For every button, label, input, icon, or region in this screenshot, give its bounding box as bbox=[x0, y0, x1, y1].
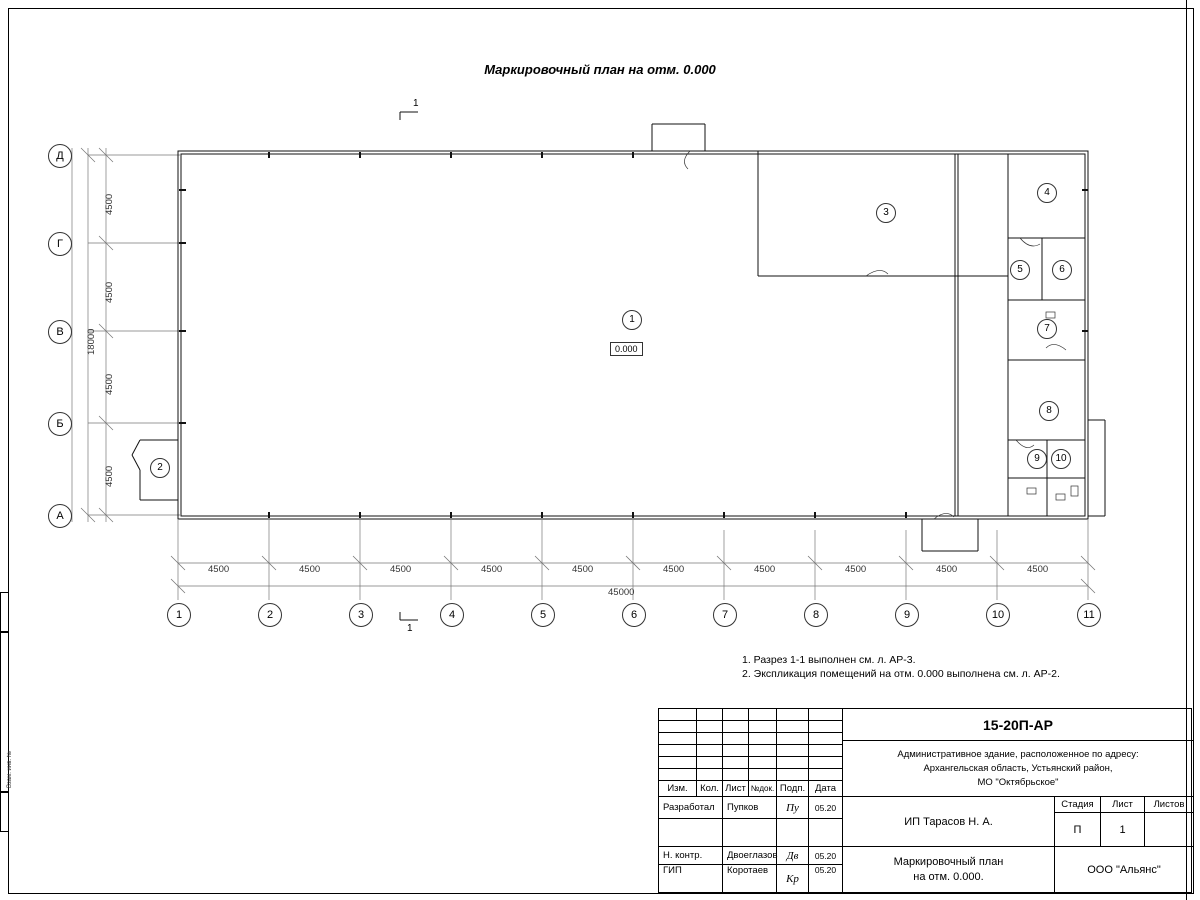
note-line-1: 1. Разрез 1-1 выполнен см. л. АР-3. bbox=[742, 654, 916, 666]
role-label-1: Н. контр. bbox=[659, 847, 723, 865]
column-header-ndok: №док. bbox=[749, 781, 777, 797]
axis-bubble-8: 8 bbox=[804, 603, 828, 627]
room-bubble-7: 7 bbox=[1037, 319, 1057, 339]
section-mark-top: 1 bbox=[413, 98, 419, 109]
section-mark-bottom: 1 bbox=[407, 623, 413, 634]
revision-cell-2-0 bbox=[659, 733, 697, 745]
column-header-podp: Подп. bbox=[777, 781, 809, 797]
role-date-1: 05.20 bbox=[809, 847, 843, 865]
document-code: 15-20П-АР bbox=[843, 709, 1193, 741]
column-header-data: Дата bbox=[809, 781, 843, 797]
horizontal-dim-1: 4500 bbox=[208, 564, 230, 575]
role-name-empty bbox=[723, 819, 777, 847]
note-line-2: 2. Экспликация помещений на отм. 0.000 выполнена см. л. АР-2. bbox=[742, 668, 1060, 680]
revision-cell-5-4 bbox=[777, 769, 809, 781]
axis-bubble-7: 7 bbox=[713, 603, 737, 627]
column-header-izm: Изм. bbox=[659, 781, 697, 797]
room-bubble-10: 10 bbox=[1051, 449, 1071, 469]
axis-bubble-v: В bbox=[48, 320, 72, 344]
room-bubble-5: 5 bbox=[1010, 260, 1030, 280]
axis-bubble-b: Б bbox=[48, 412, 72, 436]
role-label-0: Разработал bbox=[659, 797, 723, 819]
revision-cell-2-5 bbox=[809, 733, 843, 745]
role-name-2: Коротаев bbox=[723, 865, 777, 893]
revision-cell-3-3 bbox=[749, 745, 777, 757]
sheet-title-line-2: на отм. 0.000. bbox=[913, 871, 984, 883]
object-line-2: Архангельская область, Устьянский район, bbox=[923, 762, 1113, 774]
revision-cell-4-0 bbox=[659, 757, 697, 769]
revision-cell-0-2 bbox=[723, 709, 749, 721]
revision-cell-2-4 bbox=[777, 733, 809, 745]
revision-cell-5-0 bbox=[659, 769, 697, 781]
role-date-0: 05.20 bbox=[809, 797, 843, 819]
title-block bbox=[658, 708, 1192, 893]
role-signature-0: Пу bbox=[777, 797, 809, 819]
revision-cell-4-4 bbox=[777, 757, 809, 769]
sheet-header: Лист bbox=[1101, 797, 1145, 813]
revision-cell-4-1 bbox=[697, 757, 723, 769]
role-signature-2: Кр bbox=[777, 865, 809, 893]
axis-bubble-g: Г bbox=[48, 232, 72, 256]
revision-cell-2-2 bbox=[723, 733, 749, 745]
sheet-title-line-1: Маркировочный план bbox=[893, 856, 1004, 868]
revision-cell-1-5 bbox=[809, 721, 843, 733]
horizontal-dim-total: 45000 bbox=[608, 587, 635, 598]
revision-cell-4-3 bbox=[749, 757, 777, 769]
revision-cell-0-4 bbox=[777, 709, 809, 721]
column-header-list: Лист bbox=[723, 781, 749, 797]
axis-bubble-2: 2 bbox=[258, 603, 282, 627]
object-line-3: МО "Октябрьское" bbox=[977, 776, 1059, 788]
revision-cell-5-5 bbox=[809, 769, 843, 781]
room-bubble-4: 4 bbox=[1037, 183, 1057, 203]
axis-bubble-9: 9 bbox=[895, 603, 919, 627]
role-label-empty bbox=[659, 819, 723, 847]
revision-cell-4-2 bbox=[723, 757, 749, 769]
room-bubble-3: 3 bbox=[876, 203, 896, 223]
revision-cell-1-4 bbox=[777, 721, 809, 733]
role-date-empty bbox=[809, 819, 843, 847]
object-line-1: Административное здание, расположенное по адресу: bbox=[897, 748, 1139, 760]
room-bubble-8: 8 bbox=[1039, 401, 1059, 421]
revision-cell-3-1 bbox=[697, 745, 723, 757]
revision-cell-5-2 bbox=[723, 769, 749, 781]
sheet-title bbox=[843, 847, 1055, 893]
revision-cell-3-2 bbox=[723, 745, 749, 757]
revision-cell-0-5 bbox=[809, 709, 843, 721]
axis-bubble-11: 11 bbox=[1077, 603, 1101, 627]
horizontal-dim-3: 4500 bbox=[390, 564, 412, 575]
revision-cell-0-3 bbox=[749, 709, 777, 721]
column-header-kol: Кол. bbox=[697, 781, 723, 797]
revision-cell-4-5 bbox=[809, 757, 843, 769]
room-bubble-9: 9 bbox=[1027, 449, 1047, 469]
room-bubble-6: 6 bbox=[1052, 260, 1072, 280]
plan-title: Маркировочный план на отм. 0.000 bbox=[484, 62, 716, 77]
revision-cell-2-3 bbox=[749, 733, 777, 745]
axis-bubble-d: Д bbox=[48, 144, 72, 168]
margin-box-3 bbox=[0, 792, 9, 832]
horizontal-dim-6: 4500 bbox=[663, 564, 685, 575]
sheets-header: Листов bbox=[1145, 797, 1193, 813]
elevation-marker: 0.000 bbox=[610, 342, 643, 356]
role-label-2: ГИП bbox=[659, 865, 723, 893]
role-signature-empty bbox=[777, 819, 809, 847]
revision-cell-1-0 bbox=[659, 721, 697, 733]
axis-bubble-6: 6 bbox=[622, 603, 646, 627]
revision-cell-3-5 bbox=[809, 745, 843, 757]
vertical-dim-2: 4500 bbox=[104, 281, 115, 303]
company-name: ООО "Альянс" bbox=[1087, 864, 1161, 876]
vertical-dim-1: 4500 bbox=[104, 193, 115, 215]
object-description bbox=[843, 741, 1193, 797]
revision-cell-3-0 bbox=[659, 745, 697, 757]
role-name-0: Пупков bbox=[723, 797, 777, 819]
role-signature-1: Дв bbox=[777, 847, 809, 865]
axis-bubble-a: А bbox=[48, 504, 72, 528]
horizontal-dim-8: 4500 bbox=[845, 564, 867, 575]
room-bubble-2: 2 bbox=[150, 458, 170, 478]
role-name-1: Двоеглазов bbox=[723, 847, 777, 865]
axis-bubble-10: 10 bbox=[986, 603, 1010, 627]
revision-cell-5-3 bbox=[749, 769, 777, 781]
revision-cell-3-4 bbox=[777, 745, 809, 757]
revision-cell-2-1 bbox=[697, 733, 723, 745]
horizontal-dim-9: 4500 bbox=[936, 564, 958, 575]
revision-cell-1-1 bbox=[697, 721, 723, 733]
revision-cell-0-0 bbox=[659, 709, 697, 721]
stage-value: П bbox=[1055, 813, 1101, 847]
horizontal-dim-4: 4500 bbox=[481, 564, 503, 575]
horizontal-dim-10: 4500 bbox=[1027, 564, 1049, 575]
horizontal-dim-7: 4500 bbox=[754, 564, 776, 575]
margin-box-1 bbox=[0, 592, 9, 632]
vertical-dim-3: 4500 bbox=[104, 373, 115, 395]
stage-header: Стадия bbox=[1055, 797, 1101, 813]
revision-cell-0-1 bbox=[697, 709, 723, 721]
frame-corner-line bbox=[1160, 8, 1192, 9]
revision-cell-5-1 bbox=[697, 769, 723, 781]
horizontal-dim-2: 4500 bbox=[299, 564, 321, 575]
customer-name: ИП Тарасов Н. А. bbox=[843, 797, 1055, 847]
axis-bubble-4: 4 bbox=[440, 603, 464, 627]
sheets-value bbox=[1145, 813, 1193, 847]
revision-cell-1-2 bbox=[723, 721, 749, 733]
vertical-dim-4: 4500 bbox=[104, 465, 115, 487]
horizontal-dim-5: 4500 bbox=[572, 564, 594, 575]
sheet-value: 1 bbox=[1101, 813, 1145, 847]
vertical-dim-total: 18000 bbox=[86, 328, 97, 355]
margin-vertical-label: Взам. инв. № bbox=[7, 750, 13, 788]
axis-bubble-5: 5 bbox=[531, 603, 555, 627]
role-date-2: 05.20 bbox=[809, 865, 843, 893]
room-bubble-1: 1 bbox=[622, 310, 642, 330]
revision-cell-1-3 bbox=[749, 721, 777, 733]
axis-bubble-3: 3 bbox=[349, 603, 373, 627]
axis-bubble-1: 1 bbox=[167, 603, 191, 627]
